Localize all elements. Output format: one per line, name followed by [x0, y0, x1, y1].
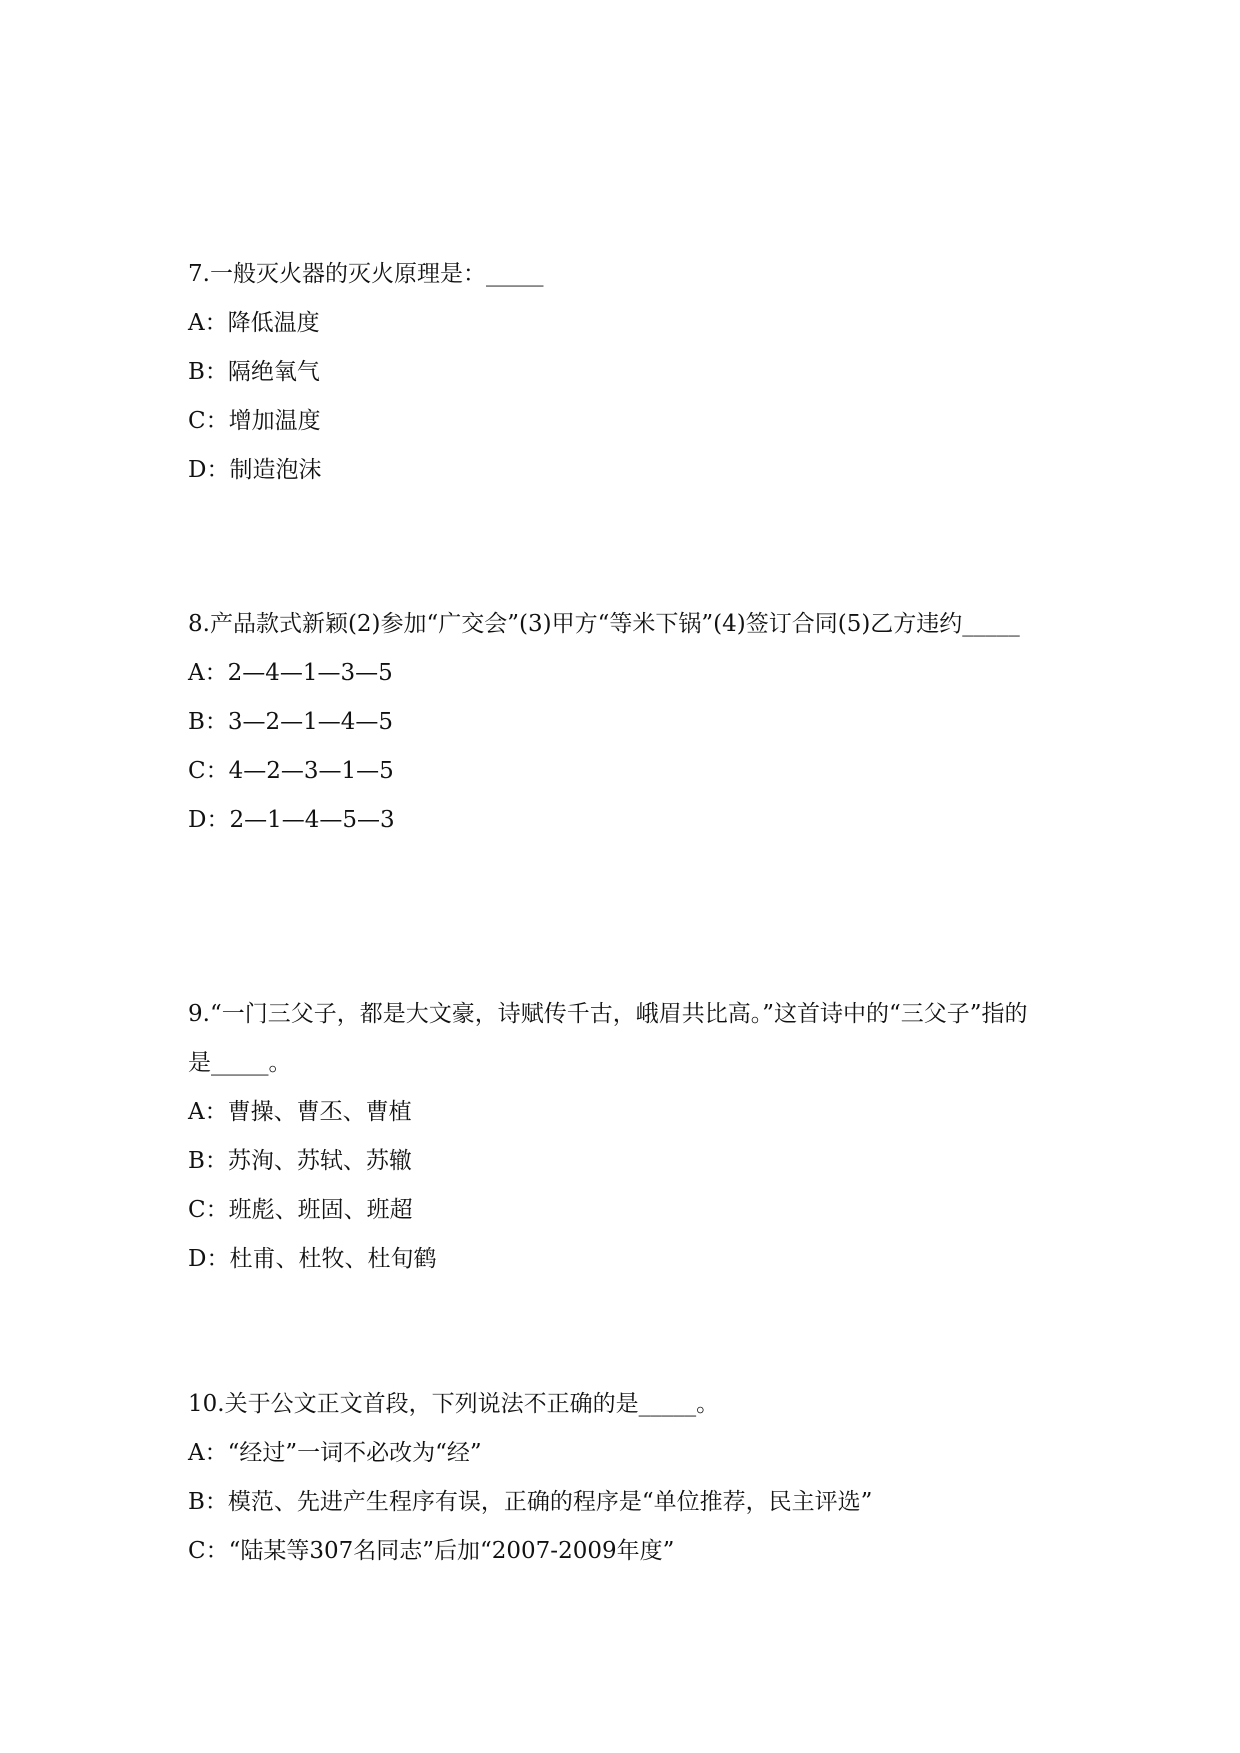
option-b: B：苏洵、苏轼、苏辙	[188, 1148, 412, 1174]
option-b: B：3—2—1—4—5	[188, 709, 394, 735]
question-stem: 10.关于公文正文首段，下列说法不正确的是_____。	[188, 1391, 720, 1417]
option-a: A：曹操、曹丕、曹植	[188, 1099, 412, 1125]
question-stem: 7.一般灭火器的灭火原理是：_____	[188, 261, 544, 287]
option-c: C：增加温度	[188, 408, 321, 434]
question-10	[188, 1380, 1048, 1576]
option-d: D：杜甫、杜牧、杜旬鹤	[188, 1246, 437, 1272]
option-c: C：“陆某等307名同志”后加“2007-2009年度”	[188, 1538, 675, 1564]
question-7	[188, 250, 1048, 495]
option-c: C：班彪、班固、班超	[188, 1197, 413, 1223]
option-a: A：2—4—1—3—5	[188, 660, 393, 686]
option-a: A：降低温度	[188, 310, 320, 336]
question-stem: 9.“一门三父子，都是大文豪，诗赋传千古，峨眉共比高。”这首诗中的“三父子”指的是_____。	[188, 1001, 1028, 1076]
option-b: B：模范、先进产生程序有误，正确的程序是“单位推荐，民主评选”	[188, 1489, 873, 1515]
option-d: D：2—1—4—5—3	[188, 807, 395, 833]
option-d: D：制造泡沫	[188, 457, 322, 483]
question-stem: 8.产品款式新颖(2)参加“广交会”(3)甲方“等米下锅”(4)签订合同(5)乙方违约_____	[188, 611, 1020, 637]
question-8	[188, 600, 1048, 845]
question-9	[188, 990, 1048, 1284]
option-a: A：“经过”一词不必改为“经”	[188, 1440, 482, 1466]
option-b: B：隔绝氧气	[188, 359, 320, 385]
option-c: C：4—2—3—1—5	[188, 758, 394, 784]
